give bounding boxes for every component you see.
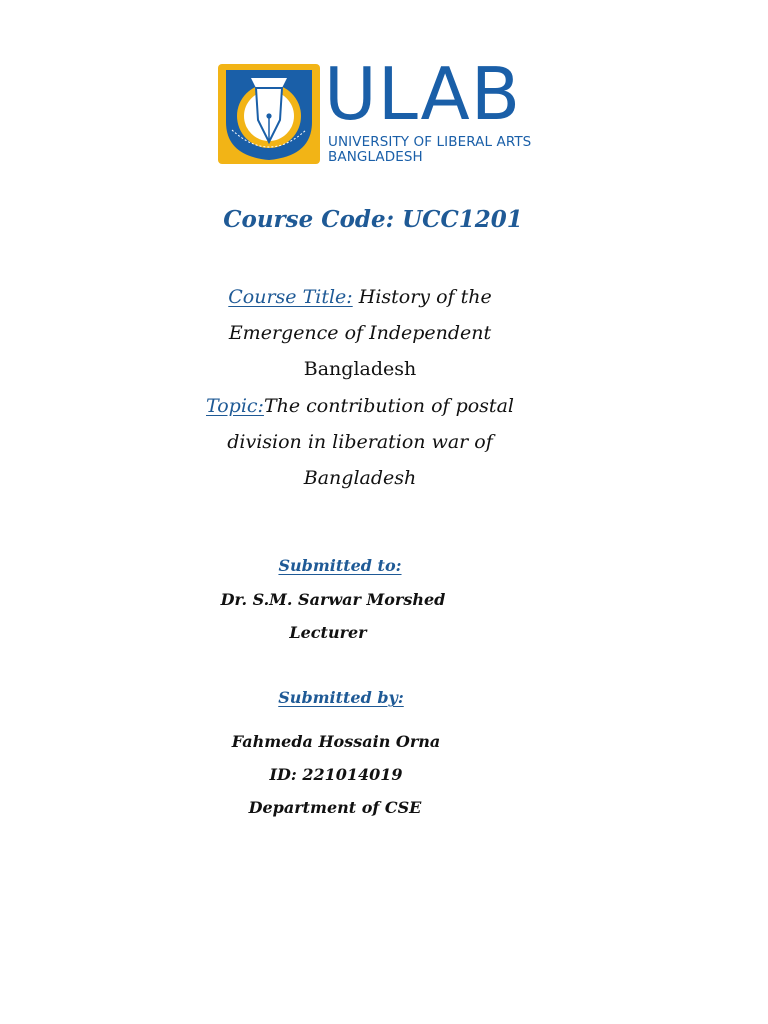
topic-label: Topic: bbox=[206, 395, 264, 417]
course-title-line3: Bangladesh bbox=[303, 358, 417, 380]
topic-line3: Bangladesh bbox=[303, 467, 417, 489]
course-title-label: Course Title: bbox=[228, 286, 353, 308]
course-title-line2: Emergence of Independent bbox=[228, 322, 492, 344]
topic-text1: The contribution of postal bbox=[263, 395, 514, 417]
submitted-by-id: ID: 221014019 bbox=[269, 765, 403, 784]
pen-nib-seal-icon bbox=[218, 64, 320, 164]
submitted-by-department: Department of CSE bbox=[248, 798, 422, 817]
submitted-to-heading: Submitted to: bbox=[278, 556, 402, 575]
logo-subtitle-line1: UNIVERSITY OF LIBERAL ARTS bbox=[328, 134, 532, 150]
course-title-text1: History of the bbox=[358, 286, 492, 308]
submitted-to-name: Dr. S.M. Sarwar Morshed bbox=[220, 590, 446, 609]
submitted-by-name: Fahmeda Hossain Orna bbox=[231, 732, 441, 751]
course-title-block bbox=[0, 279, 720, 387]
topic-block bbox=[0, 388, 720, 496]
ulab-logo bbox=[218, 52, 548, 166]
submitted-to-designation: Lecturer bbox=[289, 623, 367, 642]
logo-wordmark: ULAB bbox=[324, 52, 522, 136]
topic-line2: division in liberation war of bbox=[227, 431, 493, 453]
topic-line1 bbox=[0, 388, 720, 424]
logo-subtitle-line2: BANGLADESH bbox=[328, 149, 423, 165]
course-code: Course Code: UCC1201 bbox=[223, 206, 523, 233]
submitted-by-heading: Submitted by: bbox=[278, 688, 404, 707]
course-title-line1 bbox=[0, 279, 720, 315]
